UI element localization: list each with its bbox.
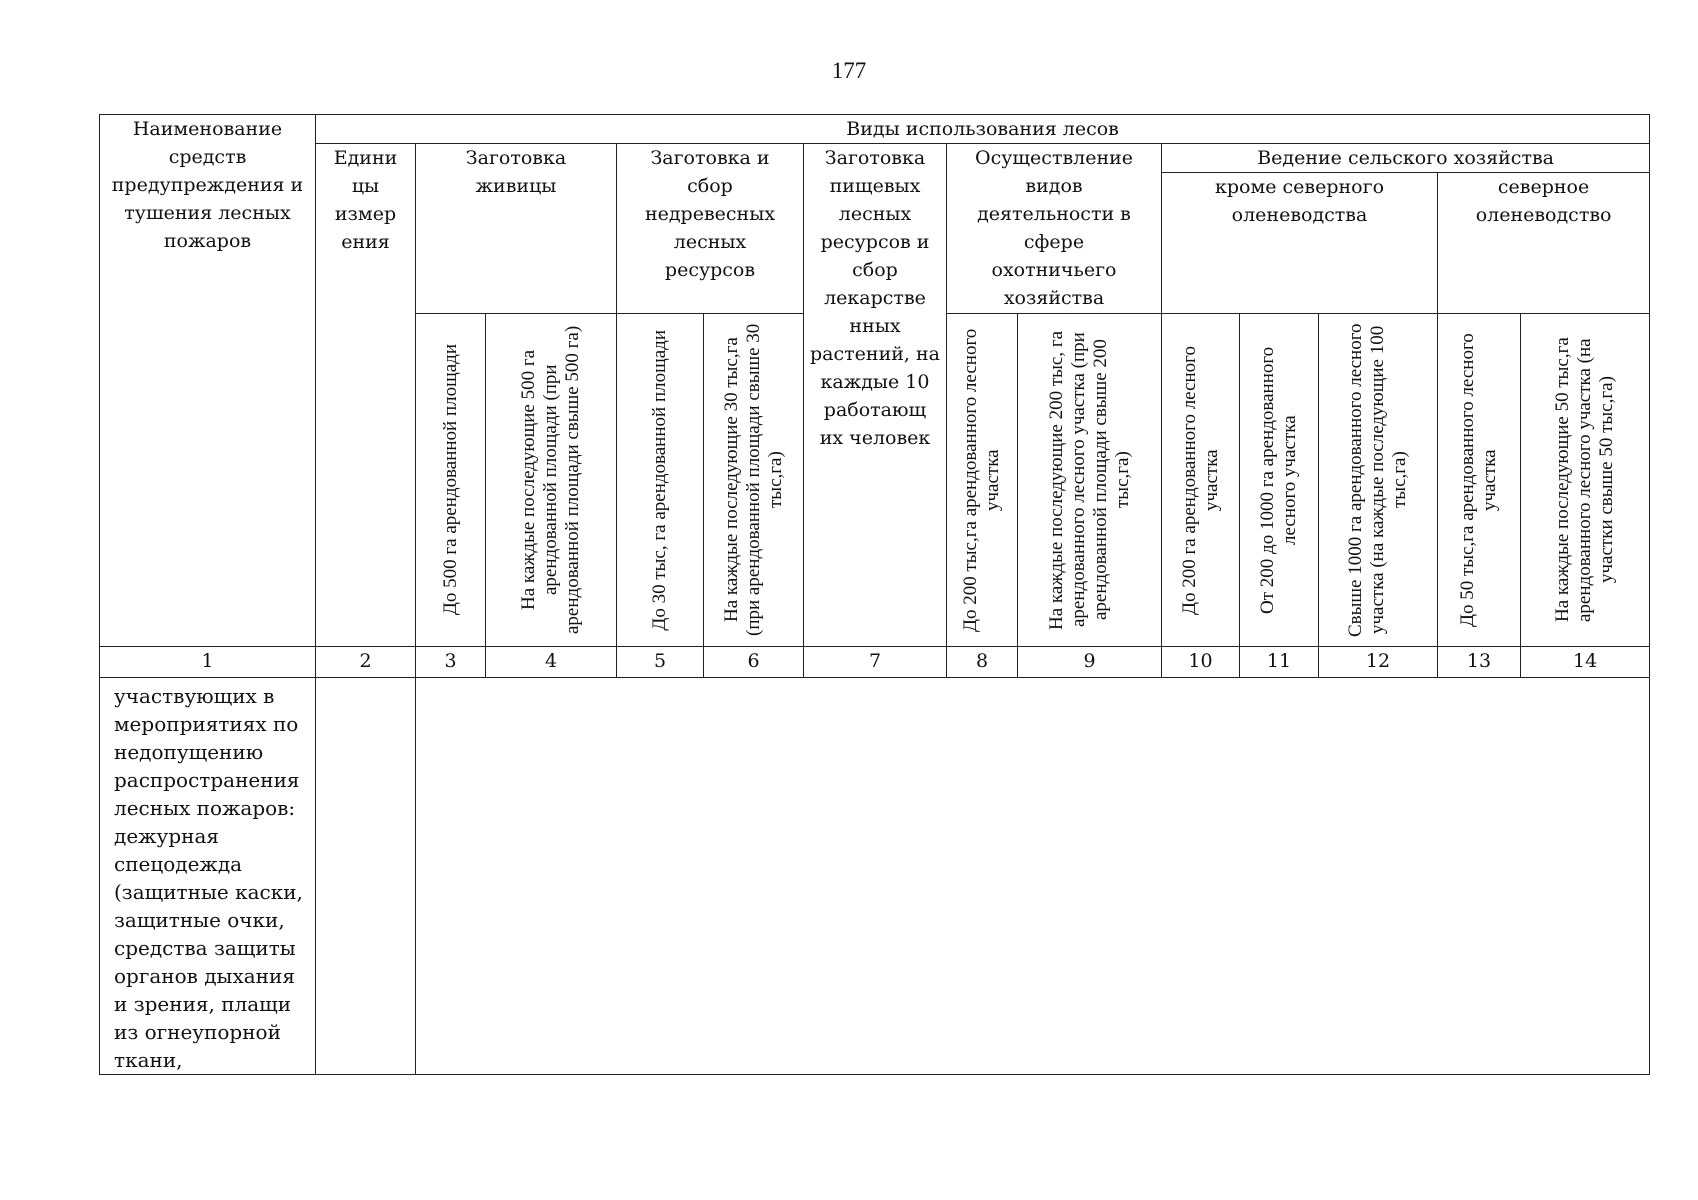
subheader-col-3-text: До 500 га арендованной площади: [439, 344, 461, 616]
item-units-cell: [316, 678, 416, 1075]
subheader-col-14-text: На каждые последующие 50 тыс,га арендованного лесного участка (на участки свыше 50 тыс,га): [1552, 337, 1618, 623]
header-hunting-text: Осуществление видов деятельности в сфере охотничьего хозяйства: [975, 147, 1134, 309]
subheader-col-5: [617, 314, 704, 647]
item-name-line: спецодежда: [114, 852, 243, 876]
table-row: [100, 678, 1650, 1075]
item-name-line: дежурная: [114, 824, 219, 848]
column-number: 14: [1521, 647, 1650, 678]
item-name-line: участвующих в: [114, 684, 275, 708]
subheader-col-8-text: До 200 тыс,га арендованного лесного участка: [960, 328, 1003, 632]
subheader-col-3: [416, 314, 486, 647]
item-name-line: и зрения, плащи: [114, 992, 292, 1016]
subheader-col-6: [704, 314, 804, 647]
header-except-reindeer-text: кроме северного оленеводства: [1214, 176, 1385, 226]
header-except-reindeer: [1162, 173, 1438, 314]
column-number: 6: [704, 647, 804, 678]
item-name-line: недопущению: [114, 740, 264, 764]
subheader-col-10-text: До 200 га арендованного лесного участка: [1178, 345, 1222, 615]
column-number: 5: [617, 647, 704, 678]
subheader-col-9: [1018, 314, 1162, 647]
header-resin: [416, 144, 617, 314]
column-number: 3: [416, 647, 486, 678]
header-types-of-use: Виды использования лесов: [316, 115, 1650, 144]
subheader-col-13-text: До 50 тыс,га арендованного лесного участка: [1457, 333, 1500, 627]
subheader-col-5-text: До 30 тыс, га арендованной площади: [649, 329, 670, 631]
subheader-col-12: [1319, 314, 1438, 647]
item-name-line: защитные очки,: [114, 908, 285, 932]
subheader-col-9-text: На каждые последующие 200 тыс, га арендованного лесного участка (при арендованной площади свыше 200 тыс,га): [1045, 330, 1133, 630]
subheader-col-11: [1240, 314, 1319, 647]
column-number: 10: [1162, 647, 1240, 678]
column-number: 8: [947, 647, 1018, 678]
header-name-text: Наименование средств предупреждения и тушения лесных пожаров: [111, 118, 304, 252]
header-name-column: [100, 115, 316, 647]
column-number: 7: [804, 647, 947, 678]
item-name-line: средства защиты: [114, 936, 296, 960]
header-non-timber: [617, 144, 804, 314]
header-food-resources: [804, 144, 947, 647]
header-units-text: Едини цы измер ения: [333, 147, 398, 253]
subheader-col-10: [1162, 314, 1240, 647]
item-name-line: ткани,: [114, 1048, 183, 1072]
item-values-cell: [416, 678, 1650, 1075]
subheader-col-11-text: От 200 до 1000 га арендованного лесного участка: [1257, 346, 1300, 614]
header-food-resources-text: Заготовка пищевых лесных ресурсов и сбор лекарстве нных растений, на каждые 10 работающ их человек: [810, 147, 940, 449]
subheader-col-4-text: На каждые последующие 500 га арендованной площади (при арендованной площади свыше 500 га): [518, 325, 583, 635]
item-name-line: распространения: [114, 768, 300, 792]
header-reindeer: [1438, 173, 1650, 314]
column-number: 9: [1018, 647, 1162, 678]
column-number: 1: [100, 647, 316, 678]
page-number: 177: [831, 58, 867, 83]
subheader-col-14: [1521, 314, 1650, 647]
item-name-line: (защитные каски,: [114, 880, 303, 904]
subheader-col-4: [486, 314, 617, 647]
column-number: 13: [1438, 647, 1521, 678]
column-number: 11: [1240, 647, 1319, 678]
column-number: 4: [486, 647, 617, 678]
header-units: [316, 144, 416, 647]
subheader-col-8: [947, 314, 1018, 647]
header-reindeer-text: северное оленеводство: [1475, 176, 1612, 226]
item-name-cell: [100, 678, 316, 1075]
column-number: 2: [316, 647, 416, 678]
header-resin-text: Заготовка живицы: [465, 147, 567, 197]
subheader-col-6-text: На каждые последующие 30 тыс,га (при арендованной площади свыше 30 тыс,га): [720, 323, 786, 637]
header-non-timber-text: Заготовка и сбор недревесных лесных ресурсов: [644, 147, 776, 281]
header-hunting: [947, 144, 1162, 314]
item-name-line: лесных пожаров:: [114, 796, 296, 820]
subheader-col-12-text: Свыше 1000 га арендованного лесного участка (на каждые последующие 100 тыс,га): [1345, 323, 1410, 637]
column-number: 12: [1319, 647, 1438, 678]
column-numbers-row: [100, 647, 1650, 678]
item-name-line: из огнеупорной: [114, 1020, 281, 1044]
item-name-line: органов дыхания: [114, 964, 295, 988]
subheader-col-13: [1438, 314, 1521, 647]
item-name-line: мероприятиях по: [114, 712, 299, 736]
fire-equipment-table: [99, 114, 1650, 1075]
header-agriculture: Ведение сельского хозяйства: [1162, 144, 1650, 173]
